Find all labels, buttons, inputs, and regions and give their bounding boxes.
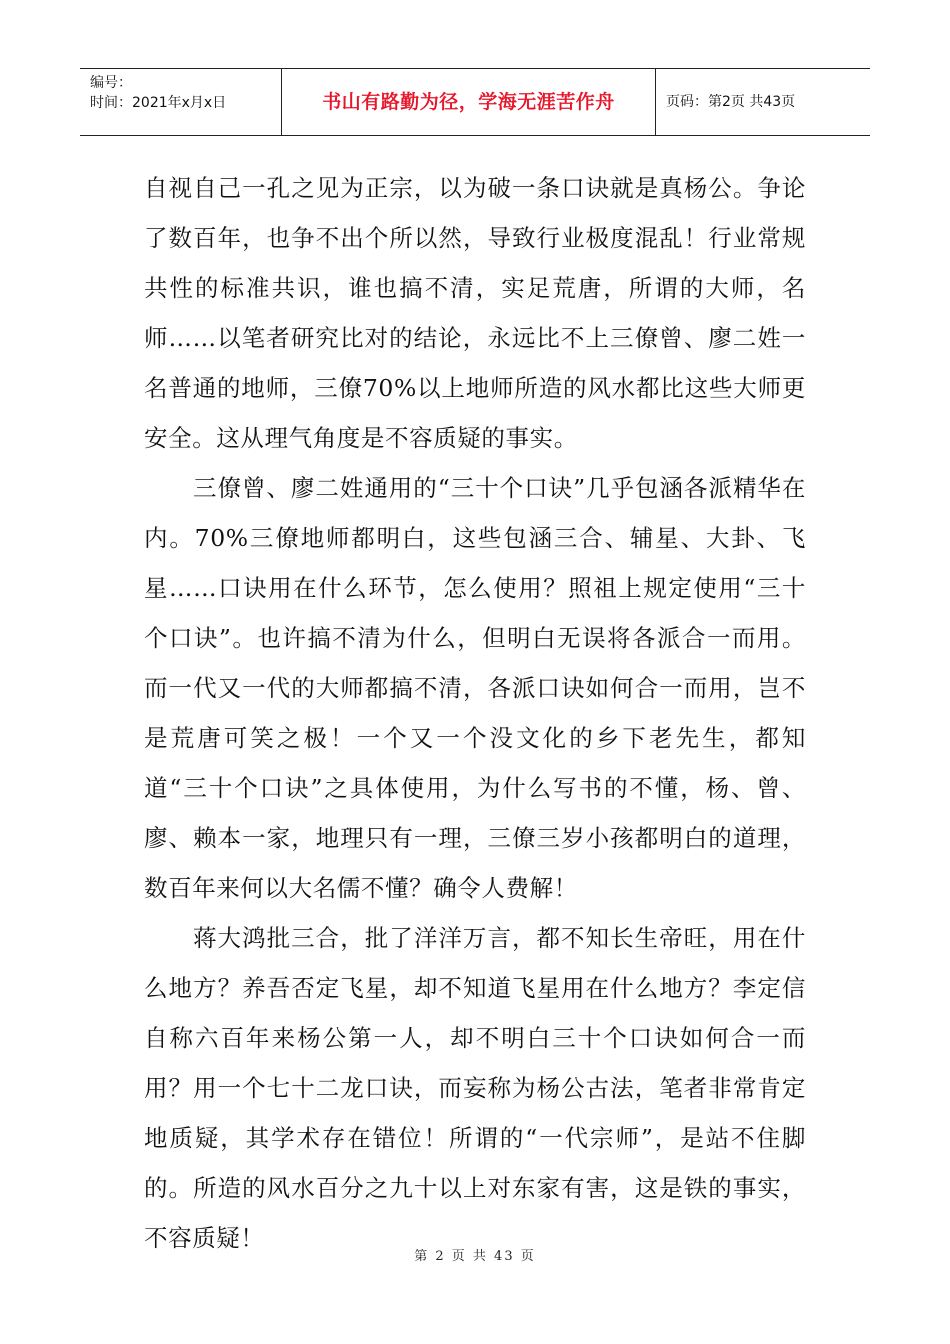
document-body: [144, 163, 806, 1263]
header-motto: 书山有路勤为径，学海无涯苦作舟: [282, 69, 656, 135]
page-footer: 第 2 页 共 43 页: [414, 1249, 536, 1264]
page-header: [80, 68, 870, 136]
date-label: 时间：2021年x月x日: [90, 95, 227, 111]
number-label: 编号：: [90, 75, 132, 91]
paragraph: 三僚曾、廖二姓通用的“三十个口诀”几乎包涵各派精华在内。70%三僚地师都明白，这些包涵三合、辅星、大卦、飞星……口诀用在什么环节，怎么使用？照祖上规定使用“三十个口诀”。也许搞不清为什么，但明白无误将各派合一而用。而一代又一代的大师都搞不清，各派口诀如何合一而用，岂不是荒唐可笑之极！一个又一个没文化的乡下老先生，都知道“三十个口诀”之具体使用，为什么写书的不懂，杨、曾、廖、赖本一家，地理只有一理，三僚三岁小孩都明白的道理，数百年来何以大名儒不懂？确令人费解！: [144, 474, 806, 902]
paragraph: 自视自己一孔之见为正宗，以为破一条口诀就是真杨公。争论了数百年，也争不出个所以然，导致行业极度混乱！行业常规共性的标准共识，谁也搞不清，实足荒唐，所谓的大师，名师……以笔者研究比对的结论，永远比不上三僚曾、廖二姓一名普通的地师，三僚70%以上地师所造的风水都比这些大师更安全。这从理气角度是不容质疑的事实。: [144, 174, 806, 452]
header-page-label: 页码：第2页 共43页: [666, 94, 796, 110]
paragraph: 蒋大鸿批三合，批了洋洋万言，都不知长生帝旺，用在什么地方？养吾否定飞星，却不知道飞星用在什么地方？李定信自称六百年来杨公第一人，却不明白三十个口诀如何合一而用？用一个七十二龙口诀，而妄称为杨公古法，笔者非常肯定地质疑，其学术存在错位！所谓的“一代宗师”，是站不住脚的。所造的风水百分之九十以上对东家有害，这是铁的事实，不容质疑！: [144, 924, 806, 1252]
header-meta-cell: [80, 69, 282, 135]
